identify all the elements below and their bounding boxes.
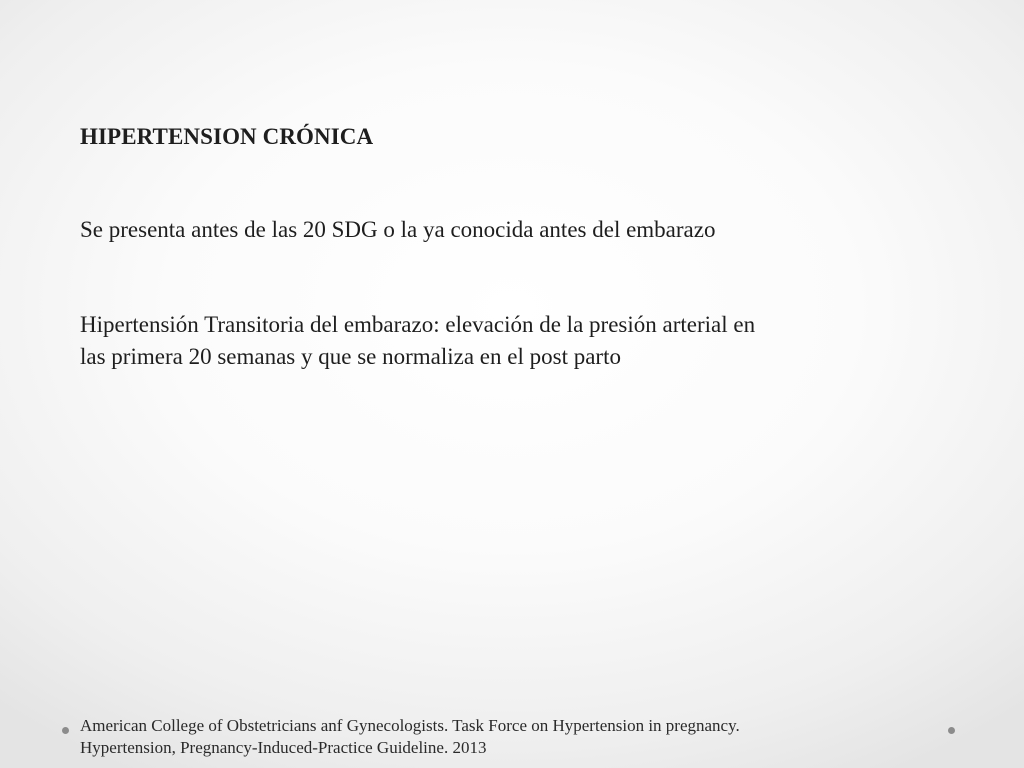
bullet-dot-icon (62, 727, 69, 734)
reference-footer (80, 715, 740, 759)
definition-paragraph (80, 214, 715, 246)
slide-title: HIPERTENSION CRÓNICA (80, 124, 374, 149)
bullet-dot-icon (948, 727, 955, 734)
transient-hypertension-line-1: Hipertensión Transitoria del embarazo: elevación de la presión arterial en (80, 312, 756, 337)
definition-text: Se presenta antes de las 20 SDG o la ya conocida antes del embarazo (80, 217, 716, 242)
reference-line-2: Hypertension, Pregnancy-Induced-Practice Guideline. 2013 (80, 738, 487, 757)
reference-line-1: American College of Obstetricians anf Gynecologists. Task Force on Hypertension in pregnancy. (80, 716, 740, 735)
transient-hypertension-paragraph (80, 309, 755, 373)
transient-hypertension-line-2: las primera 20 semanas y que se normaliza en el post parto (80, 344, 621, 369)
